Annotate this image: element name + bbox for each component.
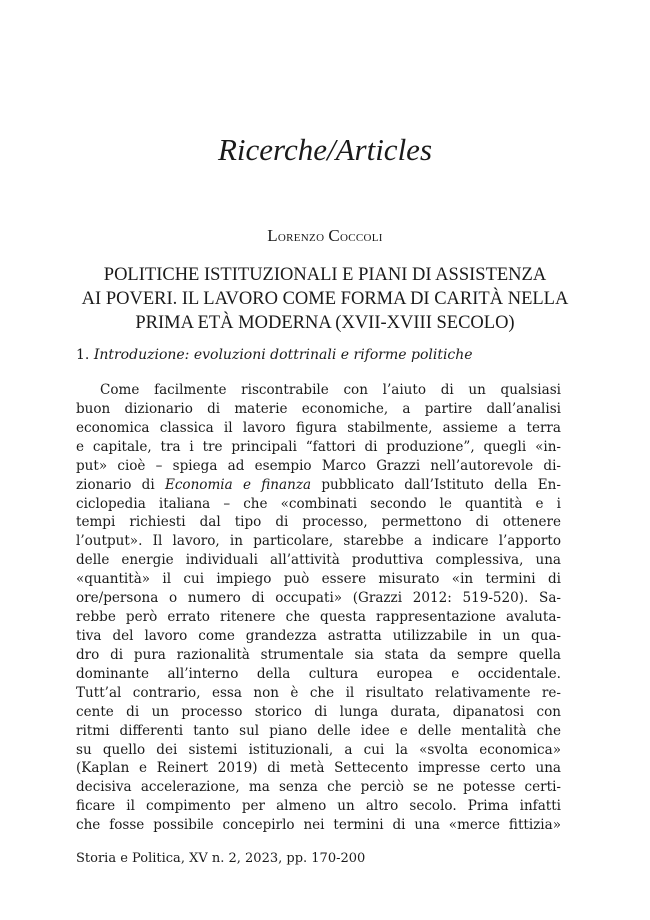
body-line: delle energie individuali all’attività produttiva complessiva, una	[76, 552, 561, 569]
body-line: su quello dei sistemi istituzionali, a cui la «svolta economica»	[76, 741, 561, 758]
body-paragraph	[76, 381, 561, 835]
body-line: put» cioè – spiega ad esempio Marco Grazzi nell’autorevole di-	[76, 457, 561, 474]
body-line: ficare il compimento per almeno un altro secolo. Prima infatti	[76, 798, 561, 815]
section-heading	[76, 346, 473, 364]
section-heading-text: Introduzione: evoluzioni dottrinali e riforme politiche	[93, 347, 473, 363]
article-title	[70, 263, 580, 335]
body-line: Tutt’al contrario, essa non è che il risultato relativamente re-	[76, 684, 561, 701]
body-line: «quantità» il cui impiego può essere misurato «in termini di	[76, 571, 561, 588]
body-line: ore/persona o numero di occupati» (Grazzi 2012: 519-520). Sa-	[76, 590, 561, 607]
journal-citation: Storia e Politica, XV n. 2, 2023, pp. 170-200	[76, 851, 366, 866]
article-title-line: PRIMA ETÀ MODERNA (XVII-XVIII SECOLO)	[135, 313, 515, 333]
article-title-line: AI POVERI. IL LAVORO COME FORMA DI CARITÀ NELLA	[81, 289, 569, 309]
body-line: decisiva accelerazione, ma senza che perciò se ne potesse certi-	[76, 779, 561, 796]
body-line: ritmi differenti tanto sul piano delle idee e delle mentalità che	[76, 722, 561, 739]
body-line: l’output». Il lavoro, in particolare, starebbe a indicare l’apporto	[76, 533, 561, 550]
body-line: e capitale, tra i tre principali “fattori di produzione”, quegli «in-	[76, 438, 561, 455]
author-name	[0, 227, 650, 246]
body-line: dro di pura razionalità strumentale sia stata da sempre quella	[76, 646, 561, 663]
body-line: rebbe però errato ritenere che questa rappresentazione avaluta-	[76, 609, 561, 626]
body-line: cente di un processo storico di lunga durata, dipanatosi con	[76, 703, 561, 720]
author-first-initial: L	[267, 226, 278, 245]
body-line: dominante all’interno della cultura europea e occidentale.	[76, 665, 561, 682]
section-number: 1.	[76, 347, 90, 363]
body-line: che fosse possibile concepirlo nei termini di una «merce fittizia»	[76, 817, 561, 834]
author-last-rest: occoli	[340, 229, 383, 245]
body-line: economica classica il lavoro figura stabilmente, assieme a terra	[76, 419, 561, 436]
author-first-rest: orenzo	[277, 229, 325, 245]
body-line: Come facilmente riscontrabile con l’aiuto di un qualsiasi	[100, 382, 561, 398]
section-title: Ricerche/Articles	[217, 132, 433, 167]
body-line: tiva del lavoro come grandezza astratta utilizzabile in un qua-	[76, 627, 561, 644]
body-line: zionario di Economia e finanza pubblicato dall’Istituto della En-	[76, 476, 561, 493]
body-line: tempi richiesti dal tipo di processo, permettono di ottenere	[76, 514, 561, 531]
body-line: ciclopedia italiana – che «combinati secondo le quantità e i	[76, 495, 561, 512]
body-line: (Kaplan e Reinert 2019) di metà Settecento impresse certo una	[76, 760, 561, 777]
body-line: buon dizionario di materie economiche, a partire dall’analisi	[76, 400, 561, 417]
article-title-line: POLITICHE ISTITUZIONALI E PIANI DI ASSISTENZA	[103, 265, 547, 285]
author-last-initial: C	[328, 226, 341, 245]
